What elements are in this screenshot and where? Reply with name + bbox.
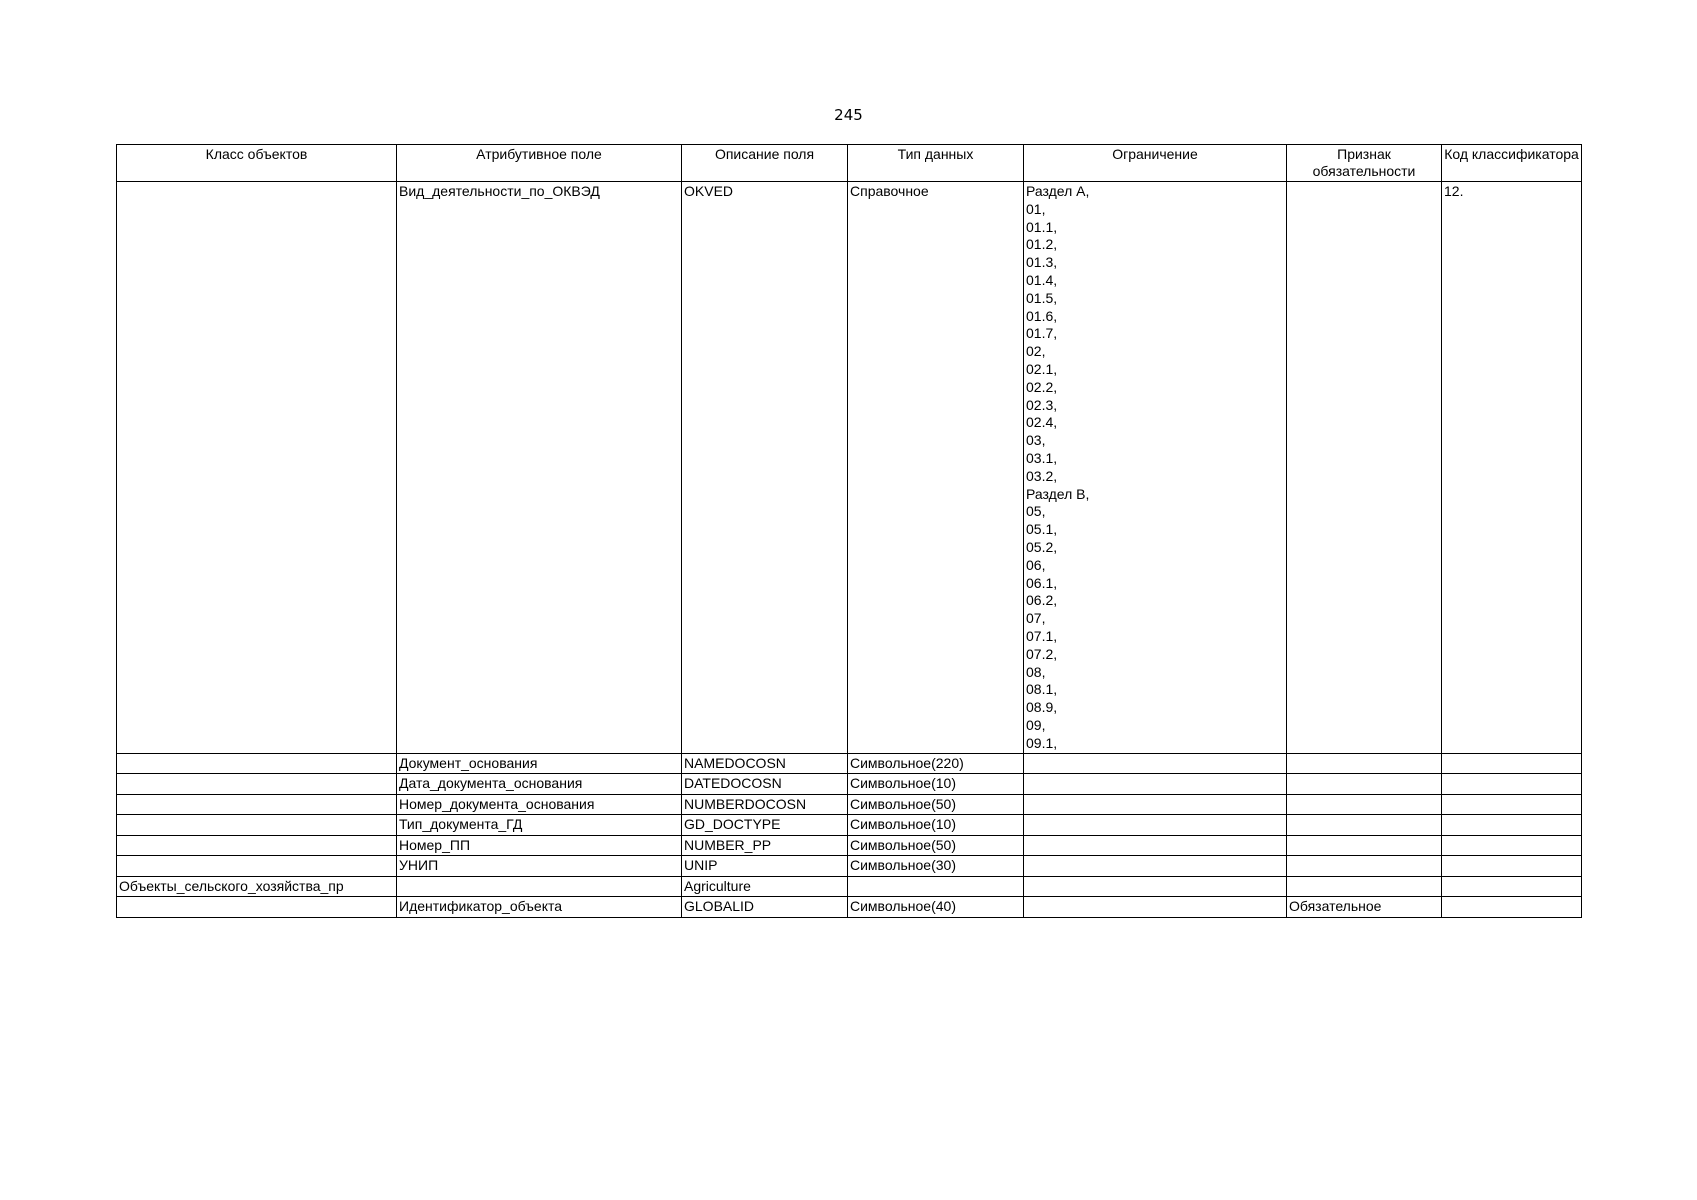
header-object-class: Класс объектов	[117, 145, 397, 182]
cell-required	[1287, 876, 1442, 897]
cell-description: GD_DOCTYPE	[682, 815, 848, 836]
cell-attribute: Идентификатор_объекта	[397, 897, 682, 918]
cell-data-type: Символьное(50)	[848, 835, 1024, 856]
cell-required	[1287, 856, 1442, 877]
constraint-item: 02,	[1026, 343, 1046, 360]
constraint-item: 05.2,	[1026, 538, 1058, 555]
table-row	[117, 856, 1582, 877]
cell-constraint	[1024, 835, 1287, 856]
table-row	[117, 753, 1582, 774]
cell-required	[1287, 182, 1442, 754]
cell-object-class	[117, 753, 397, 774]
cell-object-class: Объекты_сельского_хозяйства_пр	[117, 876, 397, 897]
cell-constraint	[1024, 753, 1287, 774]
cell-description: NUMBERDOCOSN	[682, 794, 848, 815]
constraint-item: 06,	[1026, 556, 1046, 573]
header-attribute: Атрибутивное поле	[397, 145, 682, 182]
cell-description: GLOBALID	[682, 897, 848, 918]
cell-description: DATEDOCOSN	[682, 774, 848, 795]
cell-object-class	[117, 774, 397, 795]
cell-classifier-code	[1442, 753, 1582, 774]
constraint-item: 02.2,	[1026, 378, 1058, 395]
constraint-item: 06.1,	[1026, 574, 1058, 591]
cell-description: OKVED	[682, 182, 848, 754]
cell-description: Agriculture	[682, 876, 848, 897]
constraint-item: Раздел В,	[1026, 485, 1090, 502]
table-row	[117, 794, 1582, 815]
cell-attribute: Номер_документа_основания	[397, 794, 682, 815]
header-description: Описание поля	[682, 145, 848, 182]
constraint-item: 02.3,	[1026, 396, 1058, 413]
constraint-item: 01.1,	[1026, 218, 1058, 235]
constraint-item: 08.1,	[1026, 681, 1058, 698]
cell-object-class	[117, 794, 397, 815]
cell-attribute: Тип_документа_ГД	[397, 815, 682, 836]
cell-classifier-code	[1442, 835, 1582, 856]
cell-required	[1287, 774, 1442, 795]
attribute-table	[116, 144, 1582, 918]
header-data-type: Тип данных	[848, 145, 1024, 182]
page-number: 245	[834, 106, 863, 124]
constraint-item: 02.1,	[1026, 360, 1058, 377]
cell-attribute: УНИП	[397, 856, 682, 877]
cell-required	[1287, 835, 1442, 856]
constraint-item: 01.7,	[1026, 325, 1058, 342]
table-row	[117, 897, 1582, 918]
cell-object-class	[117, 815, 397, 836]
constraint-item: 07.2,	[1026, 645, 1058, 662]
cell-data-type: Символьное(10)	[848, 774, 1024, 795]
constraint-item: 03.2,	[1026, 467, 1058, 484]
cell-data-type	[848, 876, 1024, 897]
cell-attribute: Номер_ПП	[397, 835, 682, 856]
header-constraint: Ограничение	[1024, 145, 1287, 182]
constraint-item: 01.4,	[1026, 271, 1058, 288]
cell-required: Обязательное	[1287, 897, 1442, 918]
constraint-item: 09.1,	[1026, 734, 1058, 751]
cell-data-type: Символьное(50)	[848, 794, 1024, 815]
cell-constraint	[1024, 815, 1287, 836]
cell-object-class	[117, 856, 397, 877]
constraint-item: Раздел А,	[1026, 183, 1090, 199]
cell-description: UNIP	[682, 856, 848, 877]
constraint-item: 08,	[1026, 663, 1046, 680]
constraint-item: 08.9,	[1026, 699, 1058, 716]
cell-constraint	[1024, 897, 1287, 918]
cell-classifier-code	[1442, 876, 1582, 897]
cell-data-type: Символьное(30)	[848, 856, 1024, 877]
table-row	[117, 876, 1582, 897]
constraint-item: 07.1,	[1026, 627, 1058, 644]
table-row-okved	[117, 182, 1582, 754]
cell-constraint-list	[1024, 182, 1287, 754]
constraint-item: 09,	[1026, 716, 1046, 733]
constraint-item: 03,	[1026, 432, 1046, 449]
cell-constraint	[1024, 774, 1287, 795]
cell-required	[1287, 753, 1442, 774]
cell-classifier-code	[1442, 815, 1582, 836]
cell-classifier-code	[1442, 856, 1582, 877]
cell-constraint	[1024, 856, 1287, 877]
cell-attribute	[397, 876, 682, 897]
cell-attribute: Дата_документа_основания	[397, 774, 682, 795]
constraint-item: 01,	[1026, 200, 1046, 217]
constraint-item: 05.1,	[1026, 521, 1058, 538]
constraint-item: 01.2,	[1026, 236, 1058, 253]
table-row	[117, 815, 1582, 836]
cell-classifier-code	[1442, 774, 1582, 795]
constraint-item: 02.4,	[1026, 414, 1058, 431]
cell-required	[1287, 794, 1442, 815]
cell-object-class	[117, 835, 397, 856]
table-row	[117, 774, 1582, 795]
cell-description: NUMBER_PP	[682, 835, 848, 856]
cell-object-class	[117, 182, 397, 754]
cell-data-type: Символьное(220)	[848, 753, 1024, 774]
cell-constraint	[1024, 794, 1287, 815]
constraint-item: 06.2,	[1026, 592, 1058, 609]
cell-required	[1287, 815, 1442, 836]
cell-classifier-code	[1442, 794, 1582, 815]
cell-constraint	[1024, 876, 1287, 897]
cell-object-class	[117, 897, 397, 918]
constraint-item: 03.1,	[1026, 449, 1058, 466]
constraint-item: 01.5,	[1026, 289, 1058, 306]
header-row	[117, 145, 1582, 182]
cell-description: NAMEDOCOSN	[682, 753, 848, 774]
cell-attribute: Вид_деятельности_по_ОКВЭД	[397, 182, 682, 754]
cell-classifier-code: 12.	[1442, 182, 1582, 754]
cell-data-type: Символьное(40)	[848, 897, 1024, 918]
cell-attribute: Документ_основания	[397, 753, 682, 774]
constraint-item: 01.6,	[1026, 307, 1058, 324]
table-row	[117, 835, 1582, 856]
constraint-item: 05,	[1026, 503, 1046, 520]
constraint-item: 07,	[1026, 610, 1046, 627]
cell-data-type: Справочное	[848, 182, 1024, 754]
constraint-item: 01.3,	[1026, 254, 1058, 271]
cell-classifier-code	[1442, 897, 1582, 918]
header-classifier-code: Код классификатора	[1442, 145, 1582, 182]
cell-data-type: Символьное(10)	[848, 815, 1024, 836]
header-required: Признак обязательности	[1287, 145, 1442, 182]
